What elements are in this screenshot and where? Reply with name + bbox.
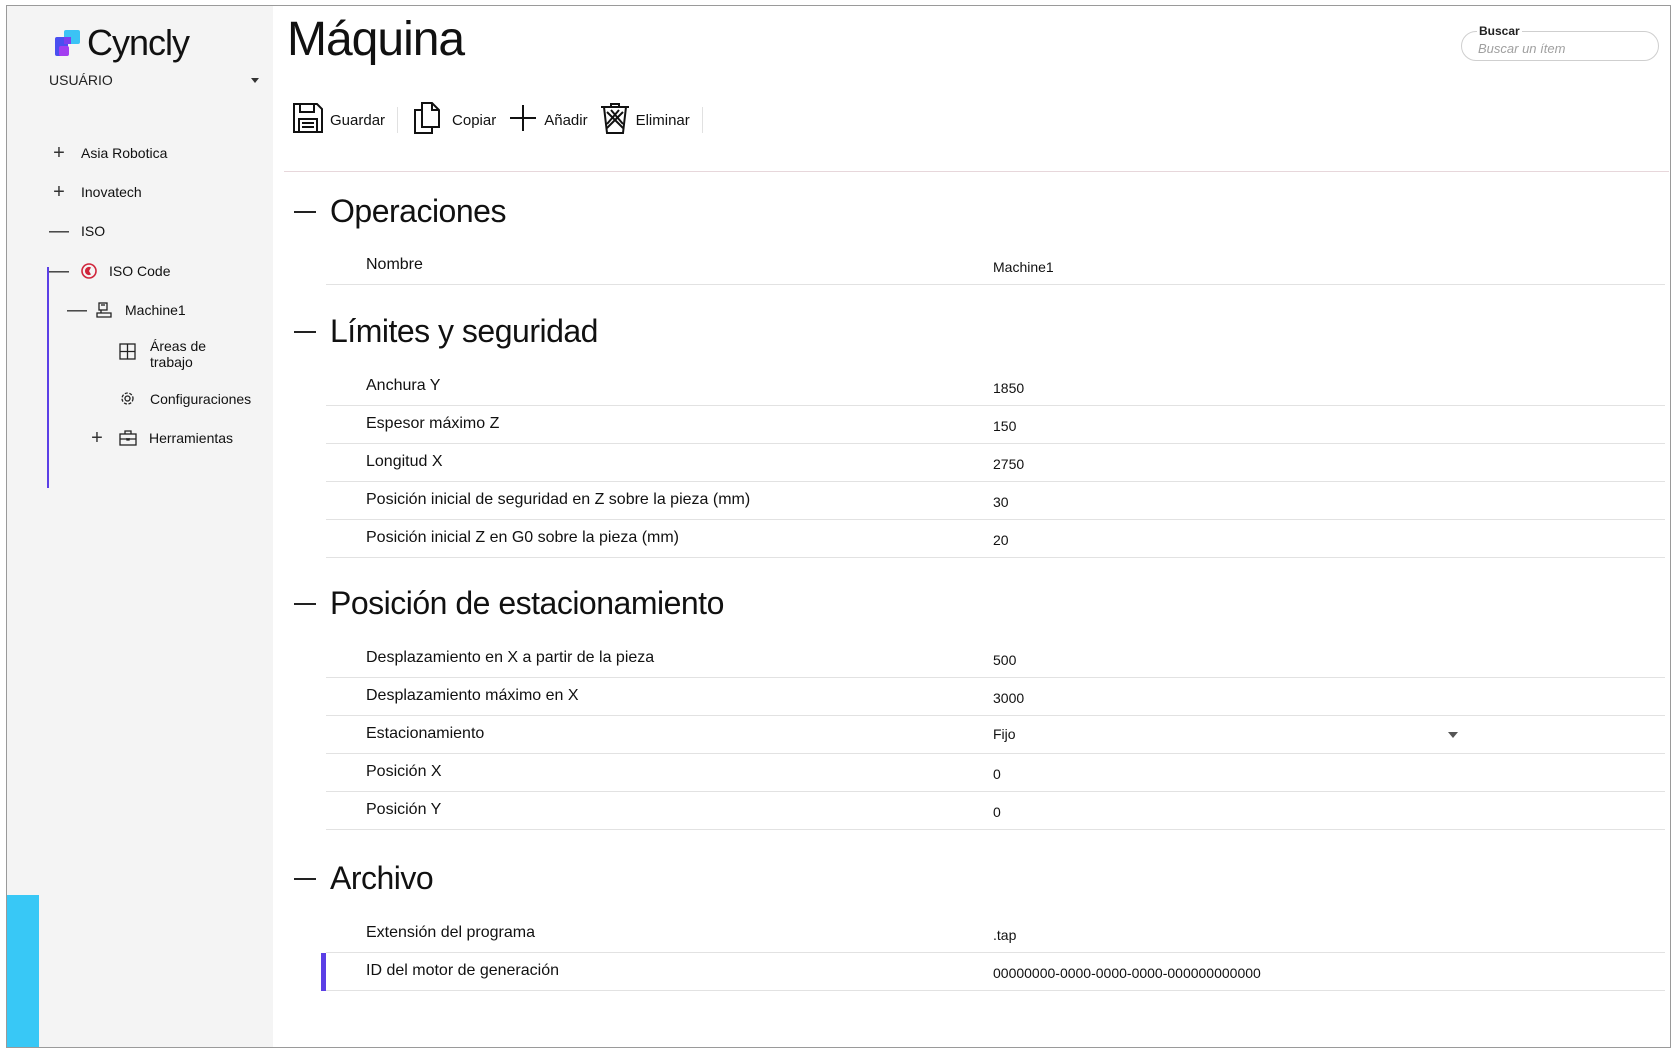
property-label: Anchura Y: [366, 377, 441, 394]
property-value[interactable]: Machine1: [993, 259, 1054, 275]
property-value[interactable]: 00000000-0000-0000-0000-000000000000: [993, 965, 1261, 981]
sidebar: [39, 6, 273, 1047]
toolbar-divider: [284, 171, 1669, 172]
tree-item-inovatech[interactable]: [49, 182, 142, 202]
collapse-icon[interactable]: [294, 211, 316, 213]
property-value[interactable]: 500: [993, 652, 1017, 668]
property-value[interactable]: 0: [993, 766, 1001, 782]
property-label: Nombre: [366, 256, 423, 273]
section-operaciones[interactable]: [294, 193, 506, 230]
toolbox-icon: [119, 430, 137, 446]
tree-item-label: Herramientas: [149, 430, 234, 446]
property-row[interactable]: [326, 754, 1665, 792]
grid-icon: [119, 343, 136, 360]
caret-down-icon: [251, 78, 259, 83]
property-label: Estacionamiento: [366, 725, 485, 742]
property-value[interactable]: 3000: [993, 690, 1025, 706]
property-value[interactable]: 150: [993, 418, 1017, 434]
plus-icon: [508, 103, 544, 137]
property-value[interactable]: 1850: [993, 380, 1025, 396]
toolbar-separator: [397, 107, 398, 133]
trash-icon: [600, 102, 636, 138]
collapse-icon[interactable]: [294, 878, 316, 880]
section-posicion-estacionamiento[interactable]: [294, 585, 724, 622]
tree-item-label: trabajo: [150, 354, 193, 370]
tree-item-label: Machine1: [125, 302, 186, 318]
user-menu[interactable]: [49, 72, 263, 88]
copy-icon: [412, 102, 452, 138]
property-value[interactable]: 20: [993, 532, 1009, 548]
section-archivo[interactable]: [294, 860, 433, 897]
tree-item-label: Asia Robotica: [81, 145, 168, 161]
copy-label: Copiar: [452, 111, 497, 129]
tree-item-label: ISO Code: [109, 263, 171, 279]
tree-selection-line: [47, 267, 49, 488]
tree-item-asia-robotica[interactable]: [49, 143, 167, 163]
collapse-icon[interactable]: —: [49, 260, 69, 282]
gear-icon: [119, 390, 136, 407]
iso-code-icon: [81, 263, 97, 279]
tree-item-label: Áreas de: [150, 338, 207, 354]
property-label: Longitud X: [366, 453, 443, 470]
left-rail: [7, 6, 39, 1047]
property-row[interactable]: [326, 792, 1665, 830]
add-button[interactable]: [508, 103, 587, 137]
property-row[interactable]: [326, 678, 1665, 716]
property-row-selected[interactable]: [326, 953, 1665, 991]
brand-name: Cyncly: [87, 22, 190, 63]
selection-marker: [321, 953, 326, 991]
brand-logo[interactable]: [53, 22, 189, 64]
property-label: Espesor máximo Z: [366, 415, 500, 432]
tree-item-configuraciones[interactable]: [119, 390, 251, 407]
property-row[interactable]: [326, 368, 1665, 406]
tree-item-label: Inovatech: [81, 184, 142, 200]
dropdown-caret-icon[interactable]: [1448, 732, 1458, 738]
tree-item-label: ISO: [81, 223, 106, 239]
cyncly-logo-icon: [53, 28, 83, 58]
expand-icon[interactable]: +: [91, 427, 103, 449]
tree-item-areas-de-trabajo[interactable]: [119, 338, 206, 370]
property-label: Posición Y: [366, 801, 442, 818]
save-button[interactable]: [292, 102, 385, 138]
property-row[interactable]: [326, 520, 1665, 558]
collapse-icon[interactable]: —: [49, 220, 69, 242]
property-value[interactable]: .tap: [993, 927, 1017, 943]
collapse-icon[interactable]: [294, 603, 316, 605]
property-label: Desplazamiento en X a partir de la pieza: [366, 649, 655, 666]
property-value[interactable]: 2750: [993, 456, 1025, 472]
section-title: Posición de estacionamiento: [330, 585, 724, 621]
tree-item-machine1[interactable]: [67, 300, 186, 320]
collapse-icon[interactable]: [294, 331, 316, 333]
property-row[interactable]: [326, 482, 1665, 520]
section-title: Límites y seguridad: [330, 313, 598, 349]
page-title: Máquina: [287, 13, 465, 66]
rail-accent: [7, 895, 39, 1047]
tree-item-iso[interactable]: [49, 221, 105, 241]
tree-item-herramientas[interactable]: [87, 428, 233, 448]
delete-label: Eliminar: [635, 111, 690, 129]
delete-button[interactable]: [600, 102, 690, 138]
tree-item-iso-code[interactable]: [49, 261, 170, 281]
property-label: ID del motor de generación: [366, 962, 559, 979]
property-row[interactable]: [326, 444, 1665, 482]
property-row[interactable]: [326, 247, 1665, 285]
property-label: Extensión del programa: [366, 924, 535, 941]
expand-icon[interactable]: +: [53, 181, 65, 203]
machine-icon: [95, 301, 113, 319]
search-input[interactable]: [1478, 41, 1648, 56]
search-label: Buscar: [1479, 24, 1520, 38]
toolbar: [292, 100, 717, 140]
property-row[interactable]: [326, 915, 1665, 953]
property-label: Desplazamiento máximo en X: [366, 687, 579, 704]
property-label: Posición inicial de seguridad en Z sobre la pieza (mm): [366, 491, 751, 508]
property-label: Posición inicial Z en G0 sobre la pieza (mm): [366, 529, 680, 546]
property-label: Posición X: [366, 763, 442, 780]
tree-item-label: Configuraciones: [150, 390, 252, 407]
user-label: USUÁRIO: [49, 72, 113, 88]
toolbar-separator: [702, 107, 703, 133]
expand-icon[interactable]: +: [53, 142, 65, 164]
collapse-icon[interactable]: —: [67, 299, 87, 321]
property-row[interactable]: [326, 640, 1665, 678]
save-label: Guardar: [330, 111, 386, 129]
parking-select[interactable]: Fijo: [993, 726, 1016, 742]
section-title: Archivo: [330, 860, 434, 896]
property-row[interactable]: [326, 406, 1665, 444]
property-value[interactable]: 0: [993, 804, 1001, 820]
property-value[interactable]: 30: [993, 494, 1009, 510]
property-row[interactable]: [326, 716, 1665, 754]
section-limites-seguridad[interactable]: [294, 313, 598, 350]
section-title: Operaciones: [330, 193, 506, 229]
add-label: Añadir: [544, 111, 588, 129]
copy-button[interactable]: [412, 102, 496, 138]
save-icon: [292, 102, 330, 138]
